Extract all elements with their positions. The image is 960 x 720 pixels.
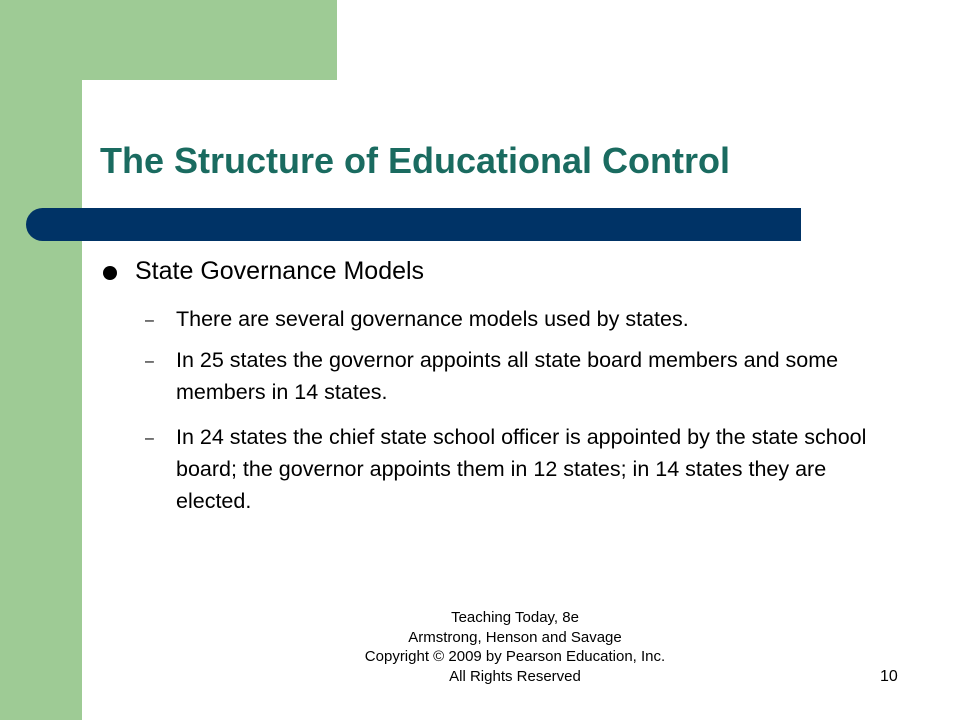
dash-icon: –	[145, 430, 154, 447]
slide-title: The Structure of Educational Control	[100, 140, 731, 181]
footer-line-1: Teaching Today, 8e	[451, 609, 579, 626]
footer-line-3: Copyright © 2009 by Pearson Education, Inc.	[364, 648, 666, 665]
main-bullet: State Governance Models	[135, 257, 425, 285]
slide-footer	[300, 608, 730, 686]
sub-bullet-2: In 25 states the governor appoints all state board members and some members in 14 states.	[176, 348, 839, 404]
footer-line-2: Armstrong, Henson and Savage	[408, 628, 622, 646]
sub-bullet-1: There are several governance models used by states.	[176, 307, 689, 331]
dash-icon: –	[145, 312, 154, 329]
page-number: 10	[880, 668, 898, 685]
dash-icon: –	[145, 353, 154, 370]
title-underline-bar	[26, 208, 801, 241]
footer-line-4: All Rights Reserved	[449, 667, 581, 685]
bullet-dot-icon	[103, 266, 117, 280]
sub-bullet-3: In 24 states the chief state school officer is appointed by the state school board; the governor appoints them in 12 states; in 14 states they are elected.	[176, 425, 867, 513]
top-green-block	[82, 0, 337, 80]
left-green-sidebar	[0, 0, 82, 720]
